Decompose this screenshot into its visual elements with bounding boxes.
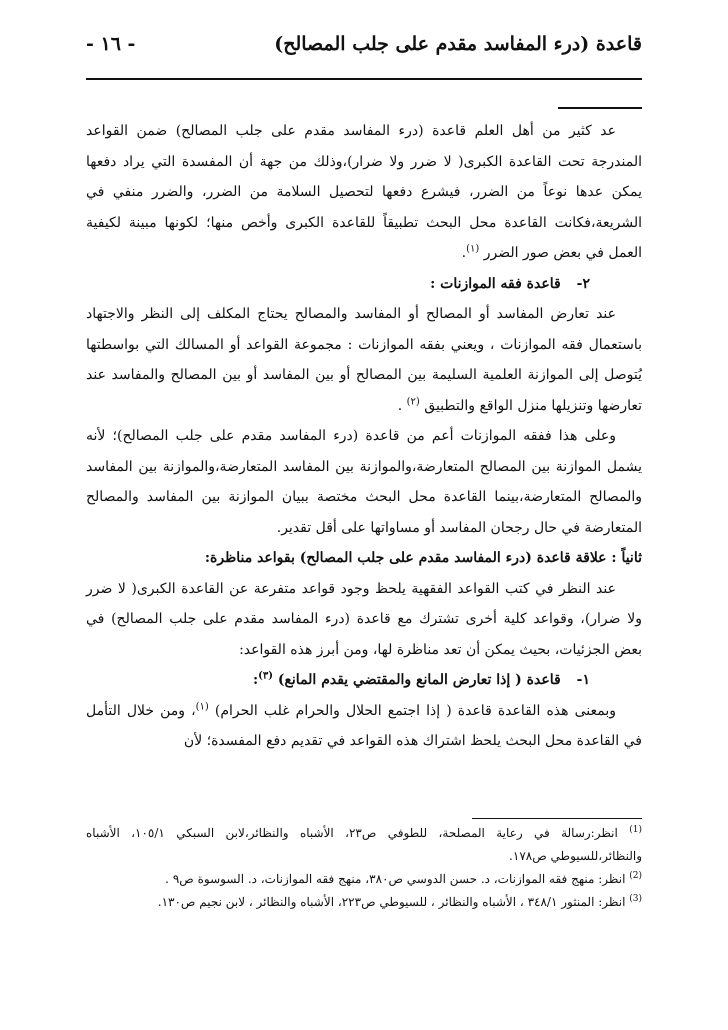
header-divider [86,78,642,80]
heading-number-2: ٢- [576,275,590,292]
footnote-2-number: (2) [629,871,642,881]
heading-title-1: قاعدة ( إذا تعارض المانع والمقتضي يقدم المانع) [277,672,561,688]
paragraph-5-text-b: ، ومن خلال التأمل في القاعدة محل البحث يلحظ اشتراك هذه القواعد في تقديم دفع المفسدة؛ لأن [86,702,642,749]
heading-end: : [252,672,259,688]
paragraph-5-text-a: وبمعنى هذه القاعدة قاعدة ( إذا اجتمع الحلال والحرام غلب الحرام) [214,702,616,719]
footnote-1-text: انظر:رسالة في رعاية المصلحة، للطوفي ص٢٣، الأشباه والنظائر،لابن السبكي ١٠٥/١، الأشباه والنظائر،للسيوطي ص١٧٨. [86,826,642,863]
paragraph-1-end: . [461,245,467,261]
paragraph-3: وعلى هذا ففقه الموازنات أعم من قاعدة (درء المفاسد مقدم على جلب المصالح)؛ لأنه يشمل الموازنة بين المصالح المتعارضة،والموازنة بين المفاسد المتعارضة،والموازنة بين المفاسد والمصالح المتعارضة،بينما القاعدة محل البحث مختصة ببيان الموازنة بين المفاسد والمصالح المتعارضة في حال رجحان المفاسد أو مساواتها على أقل تقدير. [86,428,642,536]
footnotes [86,822,642,914]
document-body [86,116,642,757]
page-number: - ١٦ - [86,33,136,55]
footnote-1-number: (1) [629,825,642,835]
heading-balancing-rule [86,269,642,300]
footnote-3-text: انظر: المنثور ٣٤٨/١ ، الأشباه والنظائر ، للسيوطي ص٢٢٣، الأشباه والنظائر ، لابن نجيم ص١٣٠. [157,895,626,909]
paragraph-4: عند النظر في كتب القواعد الفقهية يلحظ وجود قواعد متفرعة عن القاعدة الكبرى( لا ضرر ولا ضرار)، وقواعد كلية أخرى تشترك مع قاعدة (درء المفاسد مقدم على جلب المصالح) في بعض الجزئيات، بحيث يمكن أن تعد مناظرة لها، ومن أبرز هذه القواعد: [86,580,642,658]
heading-title-2: قاعدة فقه الموازنات : [430,275,561,292]
heading-related-rules: ثانياً : علاقة قاعدة (درء المفاسد مقدم على جلب المصالح) بقواعد مناظرة: [204,550,642,566]
paragraph-1-text: عد كثير من أهل العلم قاعدة (درء المفاسد مقدم على جلب المصالح) ضمن القواعد المندرجة تحت القاعدة الكبرى( لا ضرر ولا ضرار)،وذلك من جهة أن المفسدة التي يراد دفعها يمكن عدها نوعاً من الضرر، فيشرع دفعها لتحصيل السلامة من الضرر، والضرر منفي في الشريعة،فكانت القاعدة محل البحث تطبيقاً للقاعدة الكبرى وأخص منها؛ لكونها مبينة لكيفية العمل في بعض صور الضرر [86,123,642,261]
footnote-ref-3[interactable]: (٣) [258,670,273,682]
footnote-ref-4[interactable]: (١) [195,700,209,712]
paragraph-2-end: . [397,397,403,414]
paragraph-2-text: عند تعارض المفاسد أو المصالح أو المفاسد والمصالح يحتاج المكلف إلى النظر والاجتهاد باستعمال فقه الموازنات ، ويعني بفقه الموازنات : مجموعة القواعد أو المسالك التي بواسطتها يُتوصل إلى الموازنة العلمية السليمة بين المصالح أو بين المفاسد أو بين المصالح والمفاسد عند تعارضها وتنزيلها منزل الواقع والتطبيق [86,306,642,414]
heading-number-1: ١- [576,672,590,688]
footnote-1 [86,822,642,868]
paragraph-2 [86,299,642,421]
footnote-ref-2[interactable]: (٢) [406,395,420,407]
footnote-2-text: انظر: منهج فقه الموازنات، د. حسن الدوسي ص٣٨٠، منهج فقه الموازنات، د. السوسوة ص٩ . [165,872,626,886]
section-rule [558,107,642,109]
header-title: قاعدة (درء المفاسد مقدم على جلب المصالح) [274,33,642,55]
paragraph-1 [86,116,642,269]
footnote-3-number: (3) [629,894,642,904]
page-header [86,24,642,64]
footnote-ref-1[interactable]: (١) [466,243,480,255]
paragraph-5 [86,696,642,757]
footnote-3 [86,891,642,914]
footnote-divider [472,818,642,819]
footnote-2 [86,868,642,891]
heading-obstacle-rule [86,665,642,696]
